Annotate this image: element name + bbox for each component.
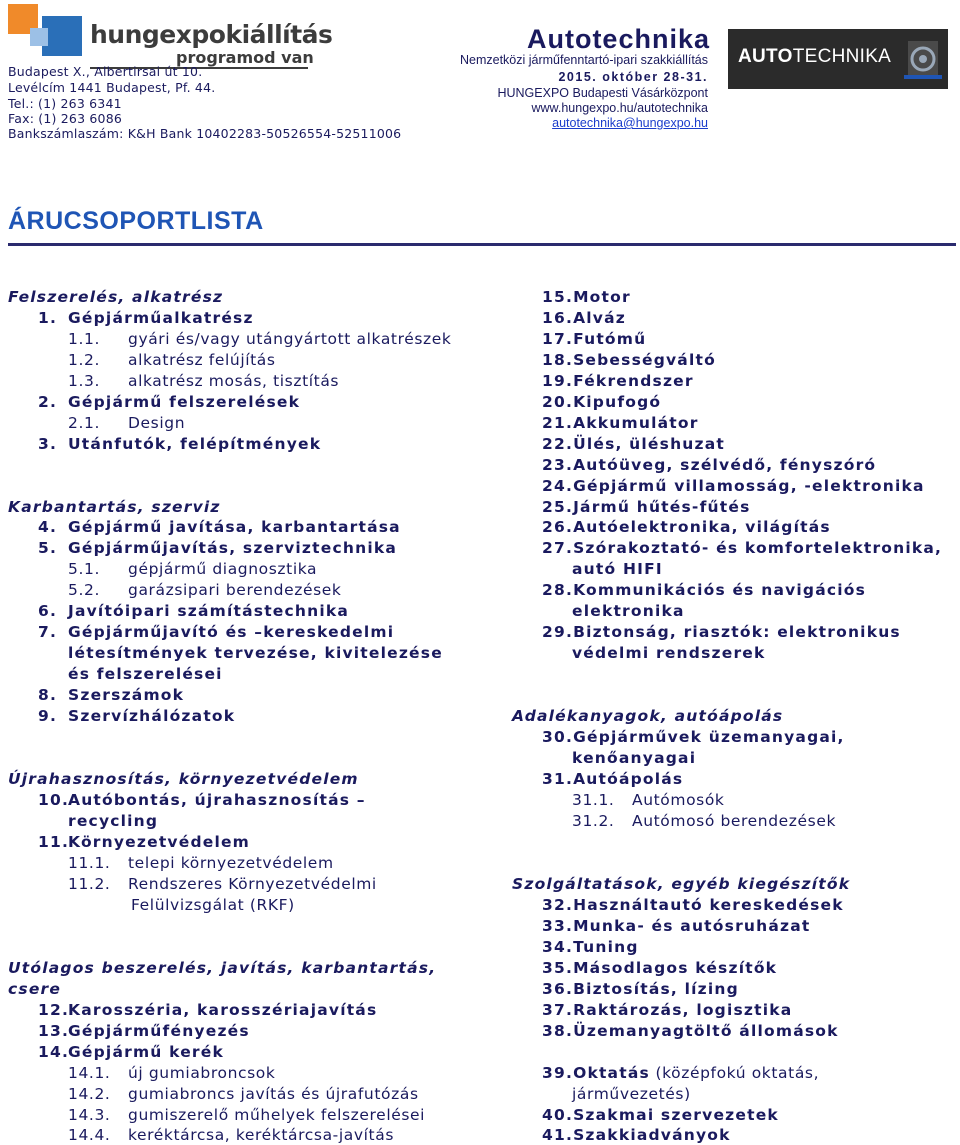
list-item: 20.Kipufogó (542, 393, 662, 411)
logo-blue-square-icon (42, 16, 82, 56)
page-title: ÁRUCSOPORTLISTA (8, 207, 264, 235)
list-subitem: 14.1. új gumiabroncsok (68, 1064, 276, 1082)
address-line: Tel.: (1) 263 6341 (8, 96, 122, 111)
list-item: 10.Autóbontás, újrahasznosítás – (38, 791, 366, 809)
logo-word-hungexpo: hungexpo (90, 20, 226, 49)
list-item: 17.Futómű (542, 330, 647, 348)
list-item: 1. Gépjárműalkatrész (38, 309, 254, 327)
list-item-continuation: autó HIFI (572, 560, 663, 578)
section-heading: Adalékanyagok, autóápolás (512, 707, 784, 725)
list-item: 8. Szerszámok (38, 686, 185, 704)
list-item: 29.Biztonság, riasztók: elektronikus (542, 623, 901, 641)
event-website[interactable]: www.hungexpo.hu/autotechnika (531, 101, 708, 115)
list-item: 4. Gépjármű javítása, karbantartása (38, 518, 401, 536)
list-item: 7. Gépjárműjavító és –kereskedelmi (38, 623, 395, 641)
list-subitem: 14.3. gumiszerelő műhelyek felszerelései (68, 1106, 426, 1124)
address-line: Levélcím 1441 Budapest, Pf. 44. (8, 80, 216, 95)
list-item: 23.Autóüveg, szélvédő, fényszóró (542, 456, 877, 474)
list-item-continuation: elektronika (572, 602, 685, 620)
event-date: 2015. október 28-31. (558, 70, 708, 84)
list-item: 39.Oktatás (középfokú oktatás, (542, 1064, 820, 1082)
list-item: 11.Környezetvédelem (38, 833, 251, 851)
list-subitem: 1.3. alkatrész mosás, tisztítás (68, 372, 340, 390)
list-item: 5. Gépjárműjavítás, szerviztechnika (38, 539, 398, 557)
list-item: 32.Használtautó kereskedések (542, 896, 844, 914)
list-subitem: 5.1. gépjármű diagnosztika (68, 560, 318, 578)
list-item: 40.Szakmai szervezetek (542, 1106, 779, 1124)
section-heading: Felszerelés, alkatrész (8, 288, 224, 306)
list-subitem: 1.2. alkatrész felújítás (68, 351, 276, 369)
section-heading-continuation: csere (8, 980, 62, 998)
list-subitem: 11.1. telepi környezetvédelem (68, 854, 334, 872)
list-item: 27.Szórakoztató- és komfortelektronika, (542, 539, 943, 557)
list-item: 2. Gépjármű felszerelések (38, 393, 301, 411)
list-item: 28.Kommunikációs és navigációs (542, 581, 867, 599)
address-line: Bankszámlaszám: K&H Bank 10402283-50526554-52511006 (8, 126, 402, 141)
address-line: Fax: (1) 263 6086 (8, 111, 123, 126)
list-item: 16.Alváz (542, 309, 626, 327)
list-subitem: 11.2. Rendszeres Környezetvédelmi (68, 875, 377, 893)
list-item: 38.Üzemanyagtöltő állomások (542, 1022, 839, 1040)
list-item: 24.Gépjármű villamosság, -elektronika (542, 477, 925, 495)
list-item: 35.Másodlagos készítők (542, 959, 778, 977)
list-subitem: 5.2. garázsipari berendezések (68, 581, 342, 599)
list-item: 37.Raktározás, logisztika (542, 1001, 793, 1019)
list-item: 15.Motor (542, 288, 631, 306)
event-title: Autotechnika (526, 24, 710, 54)
section-heading: Újrahasznosítás, környezetvédelem (8, 770, 359, 788)
banner-text-technika: TECHNIKA (792, 46, 892, 67)
list-item: 3. Utánfutók, felépítmények (38, 435, 322, 453)
list-item: 26.Autóelektronika, világítás (542, 518, 831, 536)
list-subitem: 14.2. gumiabroncs javítás és újrafutózás (68, 1085, 419, 1103)
section-heading: Szolgáltatások, egyéb kiegészítők (512, 875, 851, 893)
list-item: 34.Tuning (542, 938, 639, 956)
event-email-link[interactable]: autotechnika@hungexpo.hu (552, 116, 708, 130)
list-item-continuation: és felszerelései (68, 665, 223, 683)
list-item: 33.Munka- és autósruházat (542, 917, 811, 935)
banner-text-auto: AUTO (738, 46, 793, 67)
list-item: 6. Javítóipari számítástechnika (38, 602, 350, 620)
list-subitem: 14.4. keréktárcsa, keréktárcsa-javítás (68, 1126, 394, 1144)
list-item-continuation: kenőanyagai (572, 749, 697, 767)
list-item: 21.Akkumulátor (542, 414, 699, 432)
list-subitem: 1.1. gyári és/vagy utángyártott alkatrészek (68, 330, 452, 348)
logo-tagline: programod van (176, 48, 314, 67)
list-item: 19.Fékrendszer (542, 372, 694, 390)
list-item: 14.Gépjármű kerék (38, 1043, 224, 1061)
title-divider (8, 243, 956, 246)
address-line: Budapest X., Albertirsai út 10. (8, 64, 203, 79)
list-item: 30.Gépjárművek üzemanyagai, (542, 728, 845, 746)
list-item: 36.Biztosítás, lízing (542, 980, 739, 998)
list-item-continuation: létesítmények tervezése, kivitelezése (68, 644, 443, 662)
list-item: 22.Ülés, üléshuzat (542, 435, 726, 453)
event-subtitle: Nemzetközi járműfenntartó-ipari szakkiállítás (459, 53, 708, 67)
list-subitem: 2.1. Design (68, 414, 186, 432)
logo-word-kiallitas: kiállítás (225, 20, 333, 49)
list-item: 9. Szervízhálózatok (38, 707, 236, 725)
list-item-continuation: recycling (68, 812, 159, 830)
logo-light-square-icon (30, 28, 48, 46)
list-item: 18.Sebességváltó (542, 351, 716, 369)
banner-gear-graphic-icon (904, 35, 942, 83)
list-item-continuation: járművezetés) (572, 1085, 691, 1103)
hungexpo-logo (8, 4, 333, 68)
list-subitem: 31.1. Autómosók (572, 791, 725, 809)
list-item: 41.Szakkiadványok (542, 1126, 731, 1144)
section-heading: Utólagos beszerelés, javítás, karbantartás, (8, 959, 437, 977)
list-item: 25.Jármű hűtés-fűtés (542, 498, 751, 516)
event-venue: HUNGEXPO Budapesti Vásárközpont (497, 86, 708, 100)
list-subitem-continuation: Felülvizsgálat (RKF) (131, 896, 295, 914)
list-item: 12.Karosszéria, karosszériajavítás (38, 1001, 378, 1019)
list-item-continuation: védelmi rendszerek (572, 644, 766, 662)
list-subitem: 31.2. Autómosó berendezések (572, 812, 837, 830)
list-item: 31.Autóápolás (542, 770, 684, 788)
list-item: 13.Gépjárműfényezés (38, 1022, 250, 1040)
autotechnika-banner (728, 29, 948, 89)
section-heading: Karbantartás, szerviz (8, 498, 221, 516)
